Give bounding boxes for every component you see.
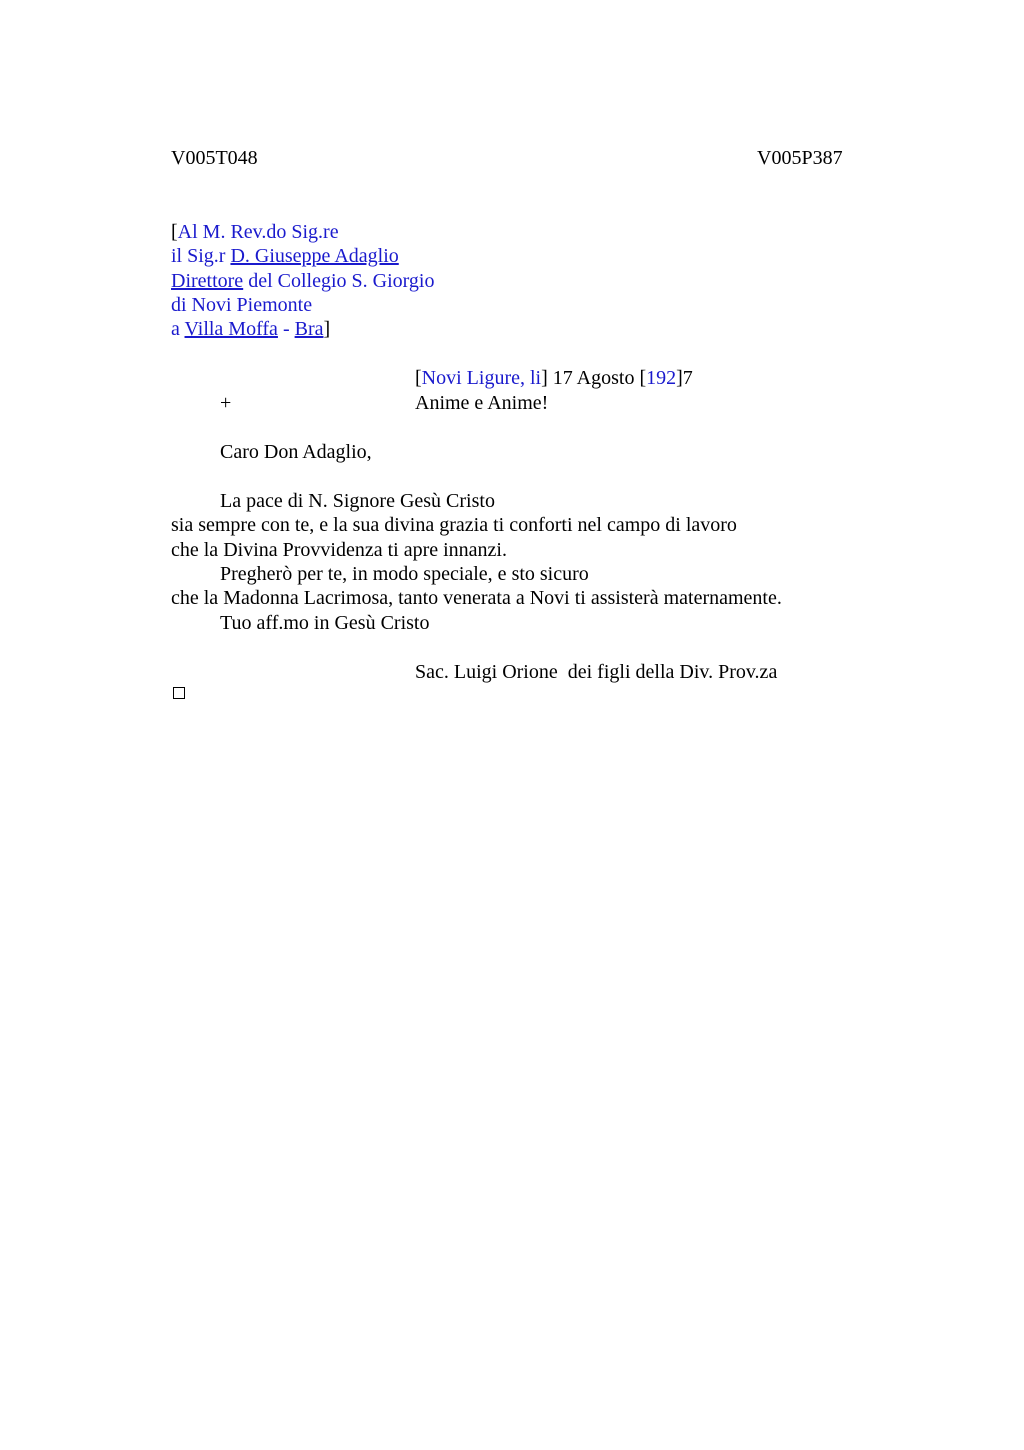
dateline-year-suffix: ]7 bbox=[676, 367, 693, 389]
villa-moffa-link[interactable]: Villa Moffa bbox=[184, 318, 278, 340]
address-line-4: di Novi Piemonte bbox=[171, 294, 313, 316]
address-a-prefix: a bbox=[171, 318, 185, 340]
dateline-open-bracket: [ bbox=[415, 367, 422, 389]
document-code-left: V005T048 bbox=[171, 147, 258, 169]
body-line: che la Madonna Lacrimosa, tanto venerata a Novi ti assisterà maternamente. bbox=[171, 587, 782, 609]
salutation: Caro Don Adaglio, bbox=[220, 441, 372, 463]
bra-link[interactable]: Bra bbox=[294, 318, 324, 340]
end-marker-box bbox=[173, 687, 185, 699]
body-line: Pregherò per te, in modo speciale, e sto sicuro bbox=[220, 563, 589, 585]
body-line: che la Divina Provvidenza ti apre innanzi. bbox=[171, 539, 507, 561]
body-line: sia sempre con te, e la sua divina grazia ti conforti nel campo di lavoro bbox=[171, 514, 737, 536]
address-prefix: il Sig.r bbox=[171, 245, 231, 267]
address-recipient-title: Al M. Rev.do Sig.re bbox=[177, 221, 339, 243]
motto: Anime e Anime! bbox=[415, 392, 549, 414]
signature: Sac. Luigi Orione dei figli della Div. Prov.za bbox=[415, 661, 778, 683]
close-bracket: ] bbox=[323, 318, 331, 340]
recipient-name-link[interactable]: D. Giuseppe Adaglio bbox=[230, 245, 399, 267]
closing-line: Tuo aff.mo in Gesù Cristo bbox=[220, 612, 430, 634]
college-name: del Collegio S. Giorgio bbox=[243, 270, 435, 292]
address-separator: - bbox=[277, 318, 295, 340]
address-line-3 bbox=[171, 269, 435, 293]
address-line-1 bbox=[171, 220, 339, 244]
dateline-day-month: ] 17 Agosto [ bbox=[541, 367, 647, 389]
open-bracket: [ bbox=[171, 221, 178, 243]
address-line-2 bbox=[171, 244, 399, 268]
body-line: La pace di N. Signore Gesù Cristo bbox=[220, 490, 495, 512]
dateline bbox=[415, 366, 693, 390]
dateline-place: Novi Ligure, li bbox=[421, 367, 542, 389]
page-code-right: V005P387 bbox=[757, 147, 843, 169]
director-title-link[interactable]: Direttore bbox=[171, 270, 244, 292]
address-line-5 bbox=[171, 317, 330, 341]
cross-symbol: + bbox=[220, 392, 232, 414]
dateline-year-prefix: 192 bbox=[646, 367, 677, 389]
